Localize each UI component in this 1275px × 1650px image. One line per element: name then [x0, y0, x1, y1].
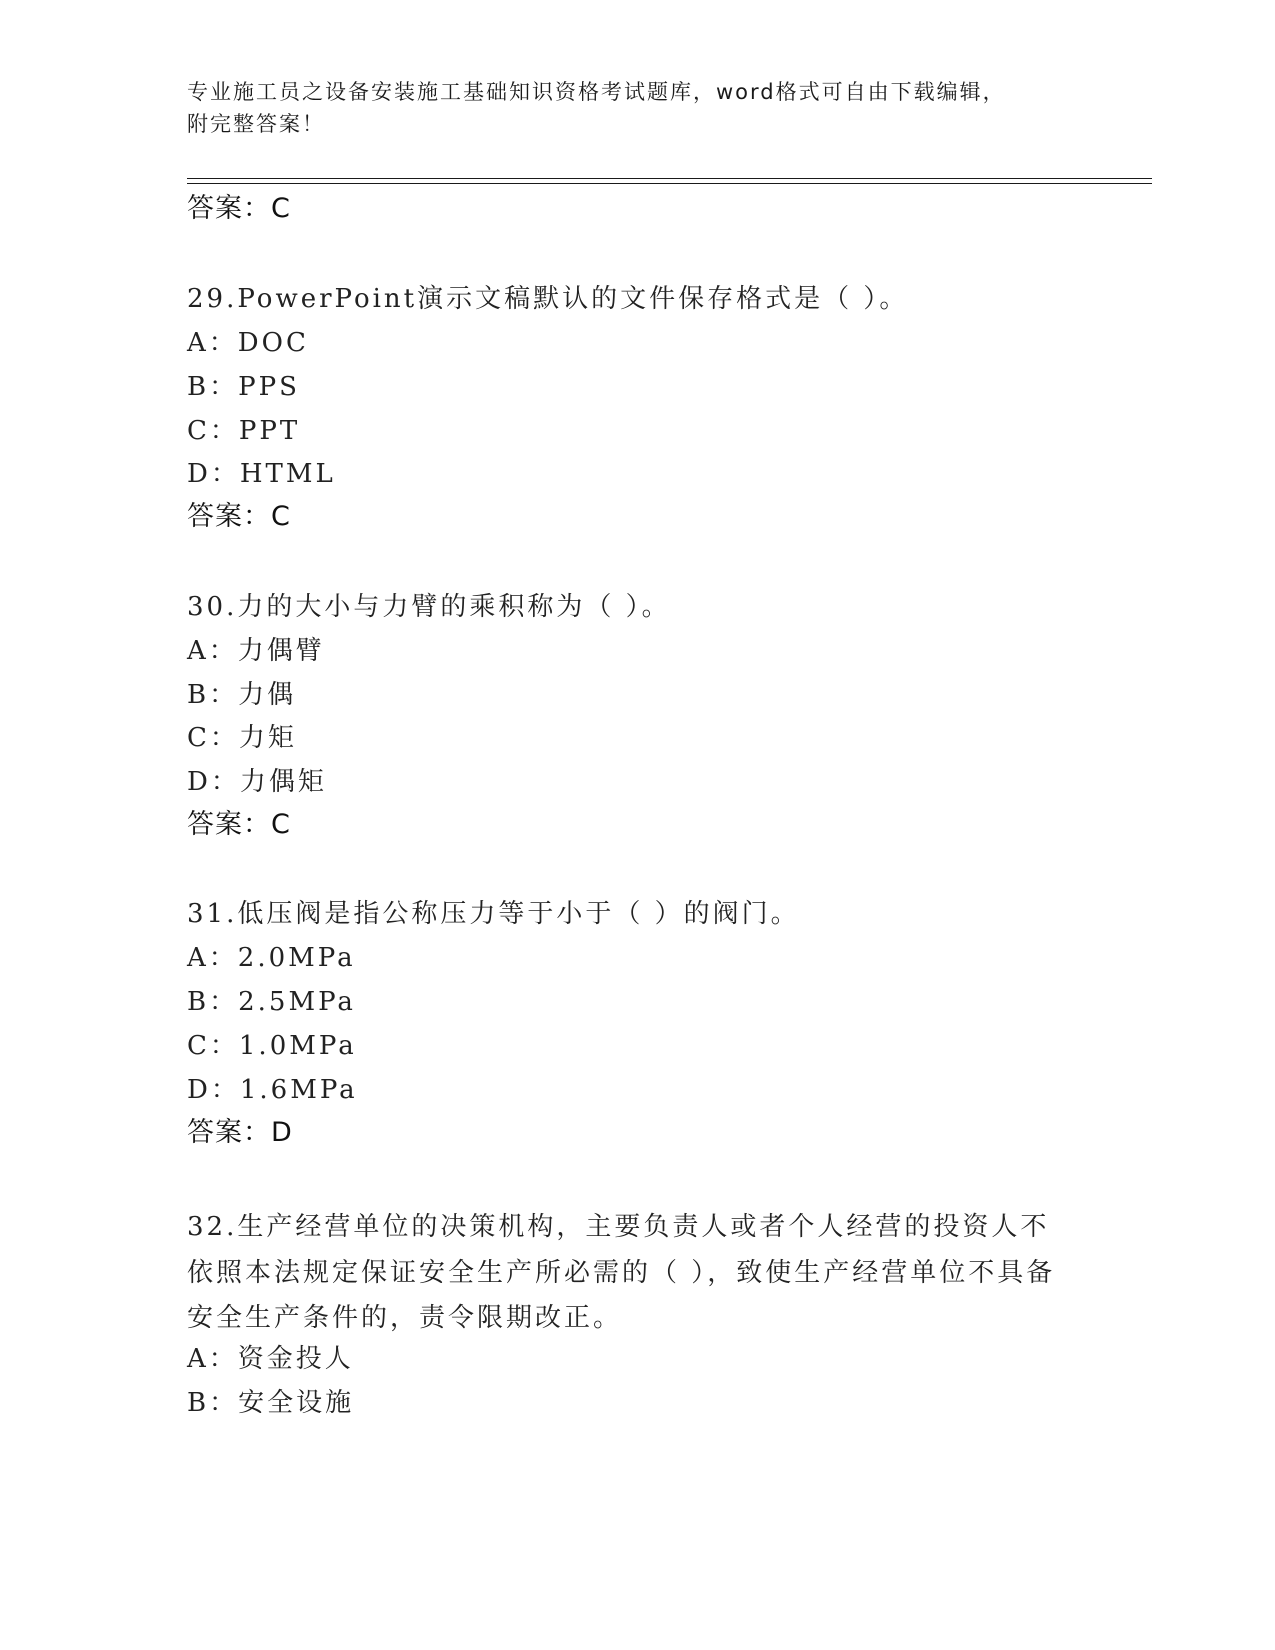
header-line-2: 附完整答案！	[187, 112, 325, 136]
previous-answer: 答案：C	[187, 193, 291, 224]
question-29-stem: 29.PowerPoint演示文稿默认的文件保存格式是（ ）。	[187, 284, 909, 314]
question-31-option-d: D：1.6MPa	[187, 1075, 358, 1105]
header-divider-top	[187, 178, 1152, 179]
question-31-stem: 31.低压阀是指公称压力等于小于（ ）的阀门。	[187, 899, 800, 929]
question-29-answer: 答案：C	[187, 501, 291, 532]
question-29-option-c: C：PPT	[187, 416, 301, 446]
document-header	[187, 76, 1067, 140]
question-29-option-d: D：HTML	[187, 459, 336, 489]
question-29-option-a: A：DOC	[187, 328, 309, 358]
question-31-answer: 答案：D	[187, 1117, 293, 1148]
question-32-stem: 32.生产经营单位的决策机构，主要负责人或者个人经营的投资人不依照本法规定保证安全生产所必需的（ ），致使生产经营单位不具备安全生产条件的，责令限期改正。	[187, 1212, 1056, 1333]
question-30-option-d: D：力偶矩	[187, 767, 327, 797]
header-divider-bottom	[187, 183, 1152, 184]
question-30-option-c: C：力矩	[187, 723, 297, 753]
question-30-option-a: A：力偶臂	[187, 636, 325, 666]
question-30-answer: 答案：C	[187, 809, 291, 840]
header-line-1: 专业施工员之设备安装施工基础知识资格考试题库，word格式可自由下载编辑，	[187, 80, 1006, 104]
question-32-option-b: B：安全设施	[187, 1388, 355, 1418]
question-30-stem: 30.力的大小与力臂的乘积称为（ ）。	[187, 592, 671, 622]
question-31-option-c: C：1.0MPa	[187, 1031, 357, 1061]
question-32-option-a: A：资金投人	[187, 1344, 354, 1374]
question-31-option-a: A：2.0MPa	[187, 943, 356, 973]
question-30-option-b: B：力偶	[187, 680, 297, 710]
question-31-option-b: B：2.5MPa	[187, 987, 356, 1017]
question-29-option-b: B：PPS	[187, 372, 300, 402]
